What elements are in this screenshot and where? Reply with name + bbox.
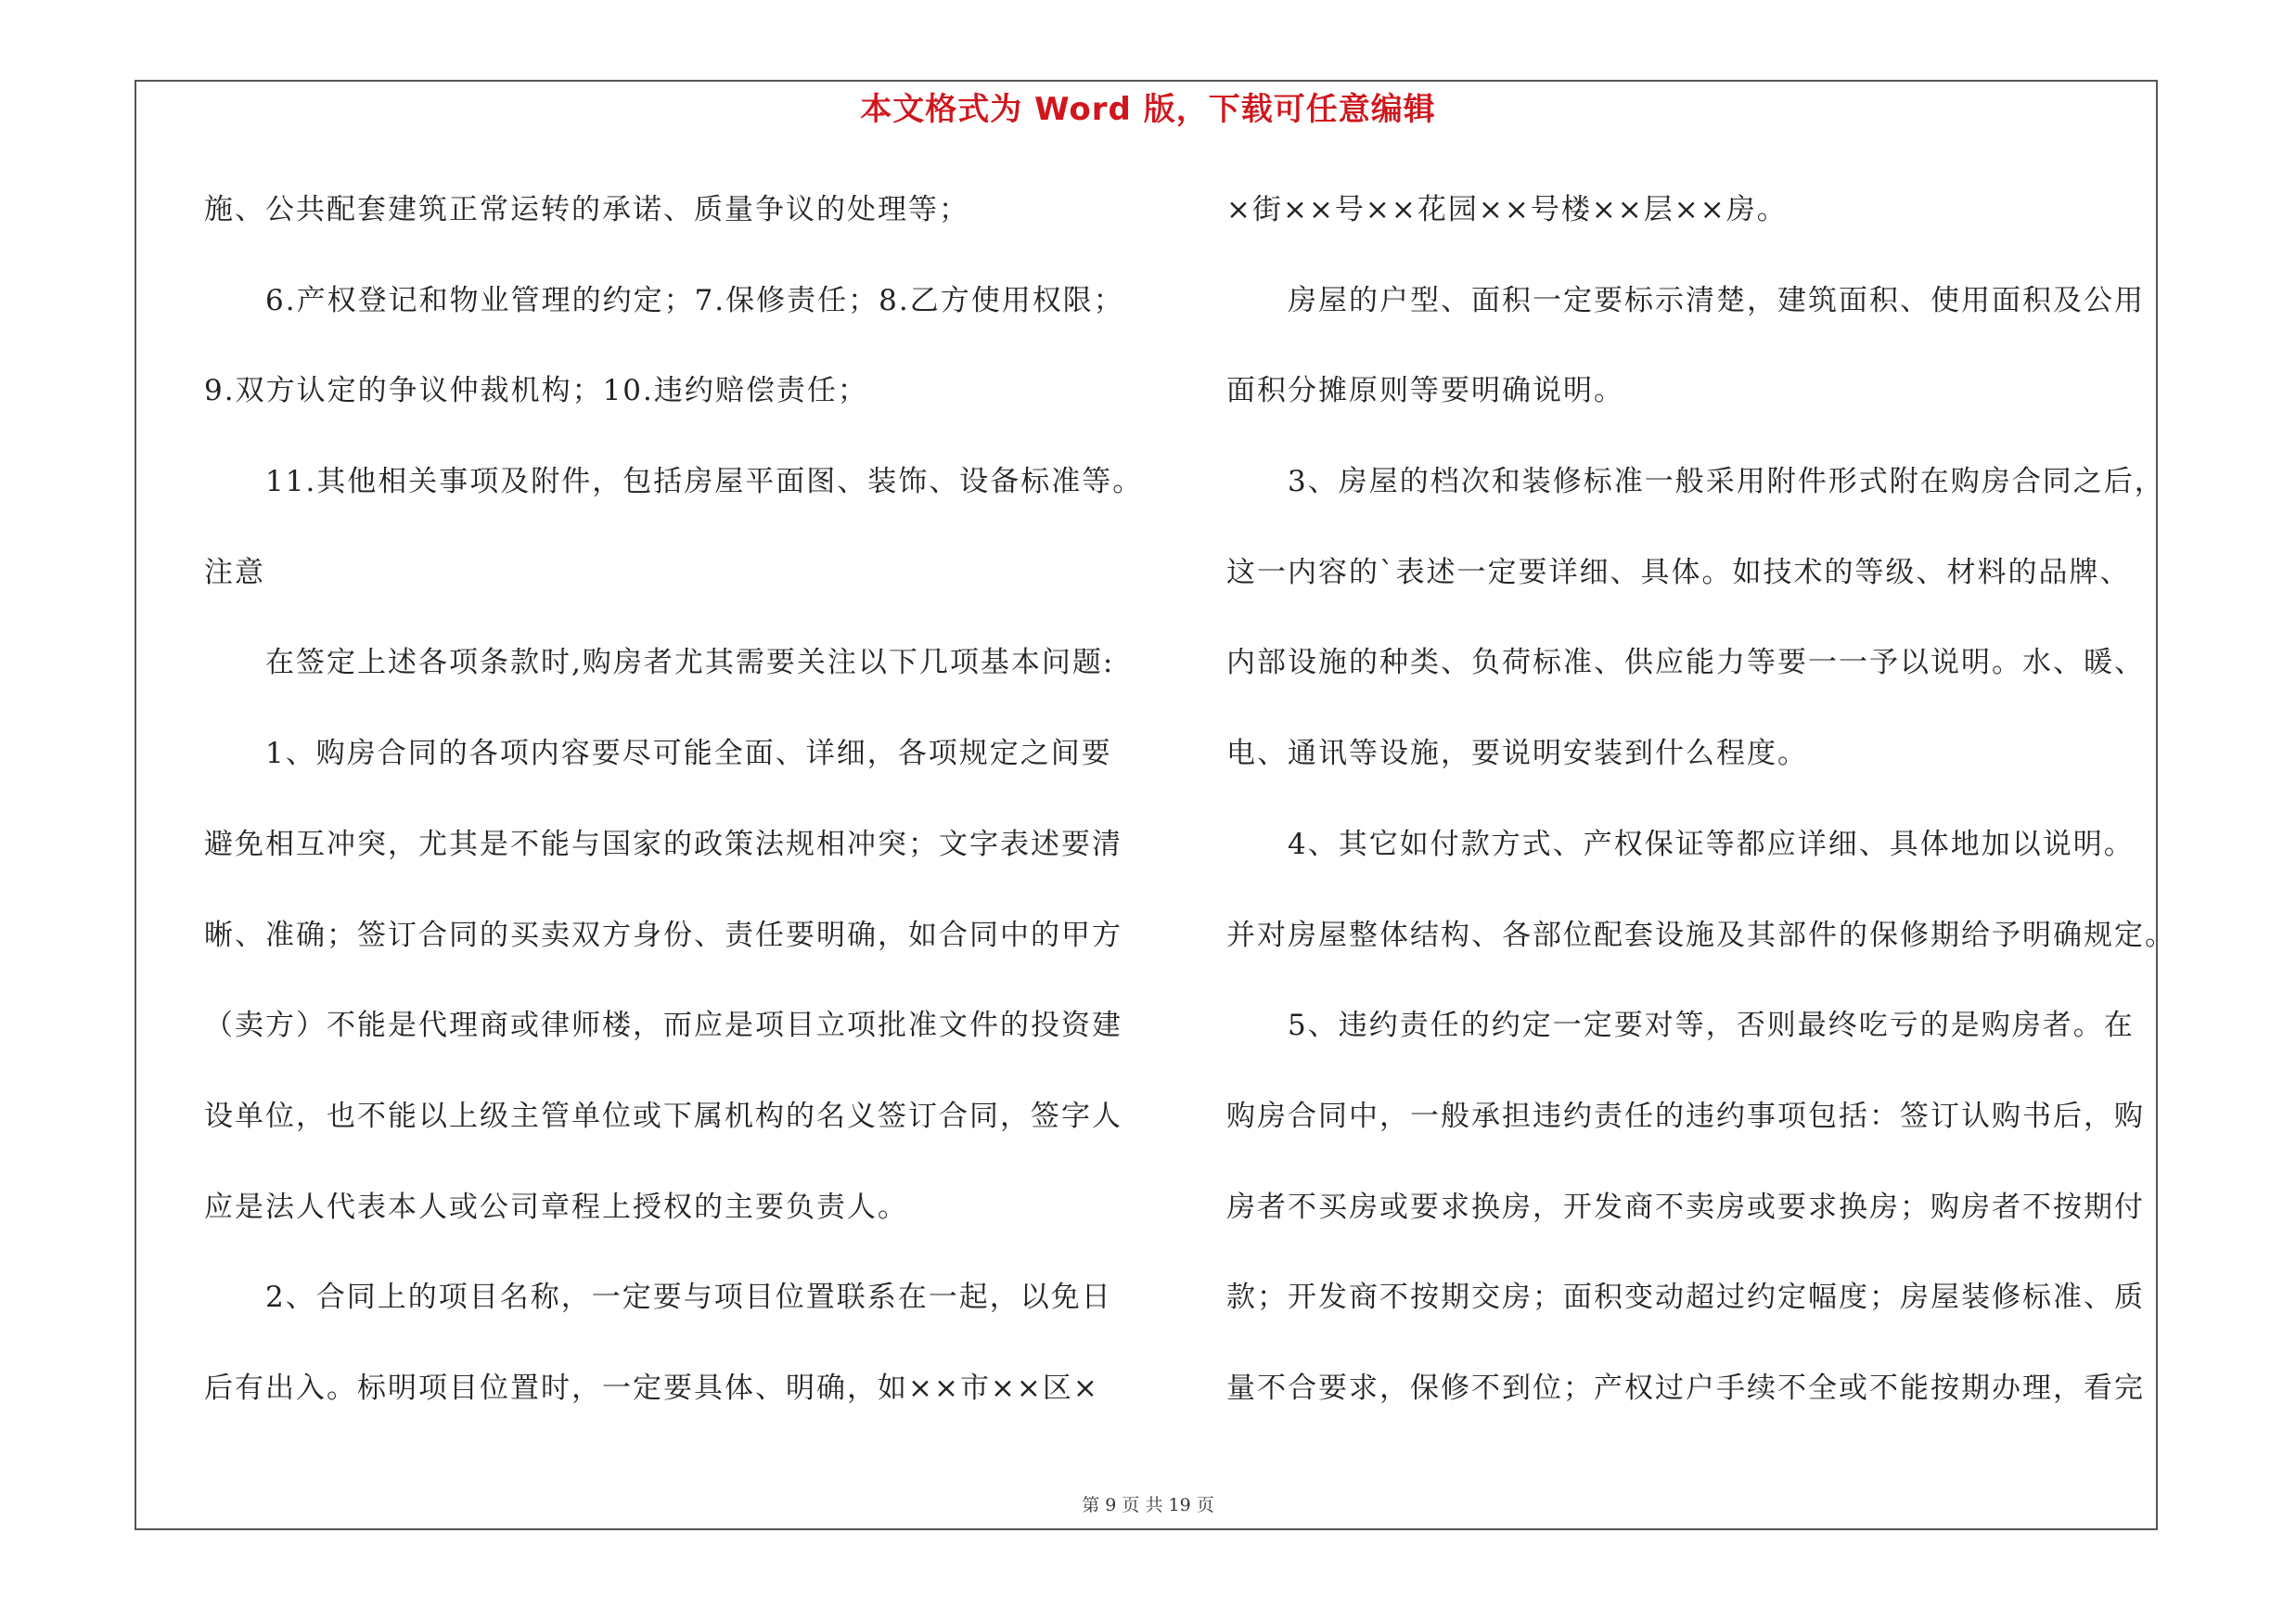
- text-line: 量不合要求，保修不到位；产权过户手续不全或不能按期办理，看完: [1226, 1371, 2145, 1405]
- page-number-footer: 第 9 页 共 19 页: [1082, 1495, 1214, 1515]
- text-line: 房者不买房或要求换房，开发商不卖房或要求换房；购房者不按期付: [1226, 1190, 2145, 1224]
- text-line: 1、购房合同的各项内容要尽可能全面、详细，各项规定之间要: [265, 737, 1112, 771]
- text-line: 4、其它如付款方式、产权保证等都应详细、具体地加以说明。: [1288, 827, 2135, 861]
- text-line: 3、房屋的档次和装修标准一般采用附件形式附在购房合同之后，: [1288, 465, 2165, 499]
- right-column: [1226, 182, 2175, 1451]
- text-line: 注意: [204, 555, 265, 589]
- text-line: 2、合同上的项目名称，一定要与项目位置联系在一起，以免日: [265, 1281, 1112, 1315]
- text-line: 房屋的户型、面积一定要标示清楚，建筑面积、使用面积及公用: [1288, 283, 2145, 317]
- text-line: 11.其他相关事项及附件，包括房屋平面图、装饰、设备标准等。: [265, 465, 1144, 499]
- text-line: 内部设施的种类、负荷标准、供应能力等要一一予以说明。水、暖、: [1226, 646, 2145, 680]
- text-line: 晰、准确；签订合同的买卖双方身份、责任要明确，如合同中的甲方: [204, 918, 1122, 952]
- text-line: 款；开发商不按期交房；面积变动超过约定幅度；房屋装修标准、质: [1226, 1281, 2145, 1315]
- text-line: 施、公共配套建筑正常运转的承诺、质量争议的处理等；: [204, 193, 969, 226]
- text-line: 这一内容的`表述一定要详细、具体。如技术的等级、材料的品牌、: [1226, 555, 2131, 589]
- text-line: 5、违约责任的约定一定要对等，否则最终吃亏的是购房者。在: [1288, 1009, 2135, 1043]
- text-line: 应是法人代表本人或公司章程上授权的主要负责人。: [204, 1190, 908, 1224]
- text-line: 9.双方认定的争议仲裁机构；10.违约赔偿责任；: [204, 374, 868, 408]
- text-line: （卖方）不能是代理商或律师楼，而应是项目立项批准文件的投资建: [204, 1009, 1122, 1043]
- text-line: 并对房屋整体结构、各部位配套设施及其部件的保修期给予明确规定。: [1226, 918, 2175, 952]
- word-format-banner: 本文格式为 Word 版，下载可任意编辑: [860, 91, 1436, 128]
- text-line: 避免相互冲突，尤其是不能与国家的政策法规相冲突；文字表述要清: [204, 827, 1122, 861]
- text-line: 6.产权登记和物业管理的约定；7.保修责任；8.乙方使用权限；: [265, 283, 1124, 317]
- text-line: 购房合同中，一般承担违约责任的违约事项包括：签订认购书后，购: [1226, 1099, 2145, 1133]
- text-line: 后有出入。标明项目位置时，一定要具体、明确，如××市××区×: [204, 1371, 1099, 1405]
- text-line: ×街××号××花园××号楼××层××房。: [1226, 193, 1788, 226]
- text-line: 面积分摊原则等要明确说明。: [1226, 374, 1624, 408]
- text-line: 在签定上述各项条款时,购房者尤其需要关注以下几项基本问题:: [265, 646, 1115, 680]
- left-column: [204, 182, 1150, 1451]
- text-line: 电、通讯等设施，要说明安装到什么程度。: [1226, 737, 1808, 771]
- text-line: 设单位，也不能以上级主管单位或下属机构的名义签订合同，签字人: [204, 1099, 1122, 1133]
